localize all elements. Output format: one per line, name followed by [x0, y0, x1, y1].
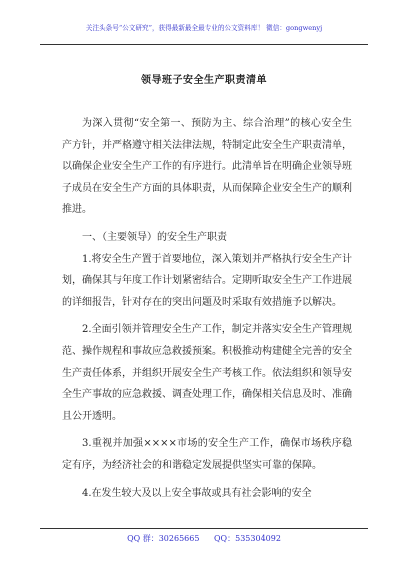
duty-item-1: 1.将安全生产置于首要地位，深入策划并严格执行安全生产计划，确保其与年度工作计划紧密结合。定期听取安全生产工作进展的详细报告，针对存在的突出问题及时采取有效措施予以解决。	[62, 253, 352, 308]
footer-qq-group: QQ 群：30265665	[127, 534, 200, 543]
document-title: 领导班子安全生产职责清单	[141, 75, 267, 86]
document-body	[62, 113, 352, 504]
footer-qq: QQ：535304092	[214, 534, 281, 543]
footer-divider	[40, 528, 368, 529]
intro-paragraph: 为深入贯彻“安全第一、预防为主、综合治理”的核心安全生产方针，并严格遵守相关法律法规，特制定此安全生产职责清单，以确保企业安全生产工作的有序进行。此清单旨在明确企业领导班子成员在安全生产方面的具体职责，从而保障企业安全生产的顺利推进。	[62, 118, 352, 216]
section-heading: 一、（主要领导）的安全生产职责	[82, 231, 227, 243]
duty-item-2: 2.全面引领并管理安全生产工作，制定并落实安全生产管理规范、操作规程和事故应急救援预案。积极推动构建健全完善的安全生产责任体系，并组织开展安全生产考核工作。依法组织和领导安全生产事故的应急救援、调查处理工作，确保相关信息及时、准确且公开透明。	[62, 324, 352, 422]
duty-item-4: 4.在发生较大及以上安全事故或具有社会影响的安全	[82, 487, 312, 499]
duty-item-3: 3.重视并加强××××市场的安全生产工作，确保市场秩序稳定有序，为经济社会的和谐稳定发展提供坚实可靠的保障。	[62, 438, 352, 471]
page-header: 关注头条号“公文研究”，获得最新最全最专业的公文资料库！ 微信：gongwenyj	[85, 24, 323, 32]
page-footer	[40, 533, 368, 544]
header-divider	[40, 44, 368, 45]
